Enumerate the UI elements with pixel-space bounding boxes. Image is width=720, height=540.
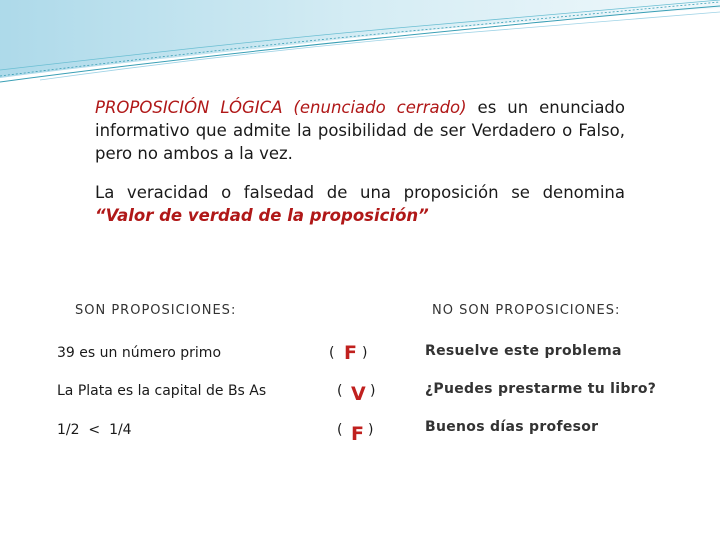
paren-close: ) [362, 345, 368, 361]
truth-value-text: La veracidad o falsedad de una proposición se denomina [95, 183, 625, 202]
paren-close: ) [368, 422, 374, 438]
truth-value: F [344, 342, 357, 364]
non-proposition-item: ¿Puedes prestarme tu libro? [425, 381, 657, 397]
truth-value-paragraph [95, 181, 625, 227]
non-proposition-item: Buenos días profesor [425, 419, 599, 435]
non-proposition-item: Resuelve este problema [425, 343, 622, 359]
paren-open: ( [329, 345, 335, 361]
definition-text: enunciado informativo que admite la posibilidad de ser Verdadero o Falso, pero no ambos a la vez. [95, 98, 626, 163]
truth-value: V [351, 383, 366, 405]
definition-paragraph [95, 96, 625, 165]
proposition-item: La Plata es la capital de Bs As [57, 383, 267, 399]
heading-propositions: SON PROPOSICIONES: [75, 303, 237, 318]
paren-close: ) [370, 383, 376, 399]
definition-line1-rest: es un [466, 98, 529, 117]
paren-open: ( [337, 383, 343, 399]
decorative-swoosh [0, 0, 720, 90]
heading-non-propositions: NO SON PROPOSICIONES: [432, 303, 621, 318]
truth-value: F [351, 423, 364, 445]
definition-term: PROPOSICIÓN LÓGICA (enunciado cerrado) [95, 98, 467, 117]
proposition-item: 39 es un número primo [57, 345, 222, 361]
proposition-item: 1/2 < 1/4 [57, 422, 132, 438]
truth-value-quote: “Valor de verdad de la proposición” [95, 206, 429, 225]
paren-open: ( [337, 422, 343, 438]
